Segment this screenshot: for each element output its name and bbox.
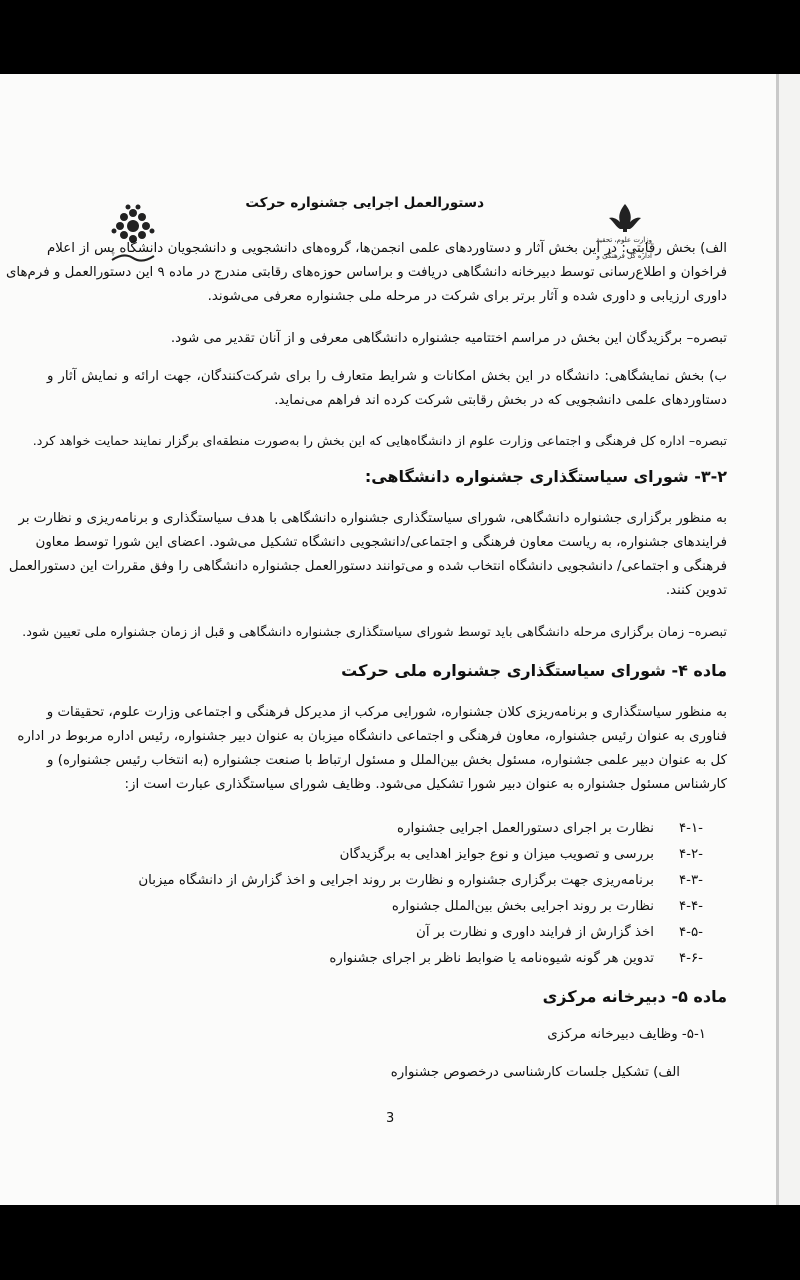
list-item-number: ۴-۲- [678, 847, 703, 862]
document-title: دستورالعمل اجرایی جشنواره حرکت [245, 195, 484, 211]
paragraph-3-line-2: فرایندهای جشنواره، به ریاست معاون فرهنگی و اجتماعی/دانشجویی دانشگاه تشکیل می‌شود. اعضای این شورا توسط معاون [35, 535, 727, 550]
note-3: تبصره– زمان برگزاری مرحله دانشگاهی باید توسط شورای سیاستگذاری جشنواره دانشگاهی و قبل از زمان جشنواره ملی تعیین شود. [22, 625, 727, 640]
paragraph-a-line-2: فراخوان و اطلاع‌رسانی توسط دبیرخانه دانشگاهی دریافت و براساس حوزه‌های رقابتی مندرج در ماده ۹ این دستورالعمل و فرم‌های [5, 265, 727, 280]
article-4-heading: ماده ۴- شورای سیاستگذاری جشنواره ملی حرکت [341, 661, 727, 680]
list-item: نظارت بر اجرای دستورالعمل اجرایی جشنواره [397, 821, 654, 836]
paragraph-4-line-2: فناوری به عنوان رئیس جشنواره، معاون فرهنگی و اجتماعی دانشگاه میزبان به عنوان دبیر جشنواره، رئیس اداره مربوط در اداره [17, 729, 727, 744]
paragraph-a-line-3: داوری ارزیابی و داوری شده و آثار برتر برای شرکت در مرحله ملی جشنواره معرفی می‌شوند. [207, 289, 727, 304]
section-3-2-heading: ۳-۲- شورای سیاستگذاری جشنواره دانشگاهی: [364, 467, 727, 486]
paragraph-b-line-1: ب) بخش نمایشگاهی: دانشگاه در این بخش امکانات و شرایط متعارف را برای شرکت‌کنندگان، جهت ارائه و نمایش آثار و [47, 369, 727, 384]
paragraph-b-line-2: دستاوردهای علمی دانشجویی که در بخش رقابتی شرکت کرده اند فراهم می‌نماید. [274, 393, 727, 408]
list-item: تدوین هر گونه شیوه‌نامه یا ضوابط ناظر بر اجرای جشنواره [329, 951, 654, 966]
list-item: برنامه‌ریزی جهت برگزاری جشنواره و نظارت بر روند اجرایی و اخذ گزارش از دانشگاه میزبان [138, 873, 654, 888]
note-2: تبصره– اداره کل فرهنگی و اجتماعی وزارت علوم از دانشگاه‌هایی که این بخش را به‌صورت منطقه‌ای برگزار نمایند حمایت خواهد کرد. [32, 433, 727, 448]
paragraph-3-line-4: تدوین کنند. [665, 583, 727, 598]
list-item-number: ۴-۴- [678, 899, 703, 914]
list-item-number: ۴-۳- [678, 873, 703, 888]
list-item: اخذ گزارش از فرایند داوری و نظارت بر آن [416, 925, 654, 940]
item-5-1-a: الف) تشکیل جلسات کارشناسی درخصوص جشنواره [390, 1065, 680, 1080]
article-5-heading: ماده ۵- دبیرخانه مرکزی [542, 987, 727, 1006]
list-item-number: ۴-۵- [678, 925, 703, 940]
list-item-number: ۴-۱- [678, 821, 703, 836]
list-item: بررسی و تصویب میزان و نوع جوایز اهدایی به برگزیدگان [339, 847, 654, 862]
page-number: 3 [386, 1111, 395, 1126]
paragraph-4-line-3: کل به عنوان دبیر علمی جشنواره، مسئول بخش بین‌الملل و مسئول ارتباط با صنعت جشنواره (به انتخاب رئیس جشنواره) و [47, 753, 727, 768]
note-1: تبصره– برگزیدگان این بخش در مراسم اختتامیه جشنواره دانشگاهی معرفی و از آنان تقدیر می شود. [170, 331, 727, 346]
paragraph-3-line-1: به منظور برگزاری جشنواره دانشگاهی، شورای سیاستگذاری جشنواره دانشگاهی با هدف سیاستگذاری و برنامه‌ریزی و نظارت بر [18, 511, 727, 526]
paragraph-4-line-4: کارشناس مسئول جشنواره به عنوان دبیر شورا تشکیل می‌شود. وظایف شورای سیاستگذاری عبارت است از: [124, 777, 727, 792]
item-5-1: ۵-۱- وظایف دبیرخانه مرکزی [547, 1027, 706, 1042]
ministry-line1: وزارت علوم، تحقیق [596, 236, 652, 244]
document-page [0, 74, 776, 1205]
list-item-number: ۴-۶- [678, 951, 703, 966]
ministry-line2: اداره کل فرهنگی و [596, 252, 652, 260]
page-edge [776, 74, 800, 1205]
list-item: نظارت بر روند اجرایی بخش بین‌الملل جشنواره [391, 899, 654, 914]
paragraph-4-line-1: به منظور سیاستگذاری و برنامه‌ریزی کلان جشنواره، شورایی مرکب از مدیرکل فرهنگی و اجتماعی وزارت علوم، تحقیقات و [46, 705, 727, 720]
paragraph-3-line-3: فرهنگی و اجتماعی/ دانشجویی دانشگاه انتخاب شده و می‌توانند دستورالعمل جشنواره دانشگاهی را وفق مقررات این دستورالعمل [8, 559, 727, 574]
paragraph-a-line-1: الف) بخش رقابتی: در این بخش آثار و دستاوردهای علمی انجمن‌ها، گروه‌های دانشجویی و دانشجویان دانشگاه پس از اعلام [47, 241, 727, 256]
